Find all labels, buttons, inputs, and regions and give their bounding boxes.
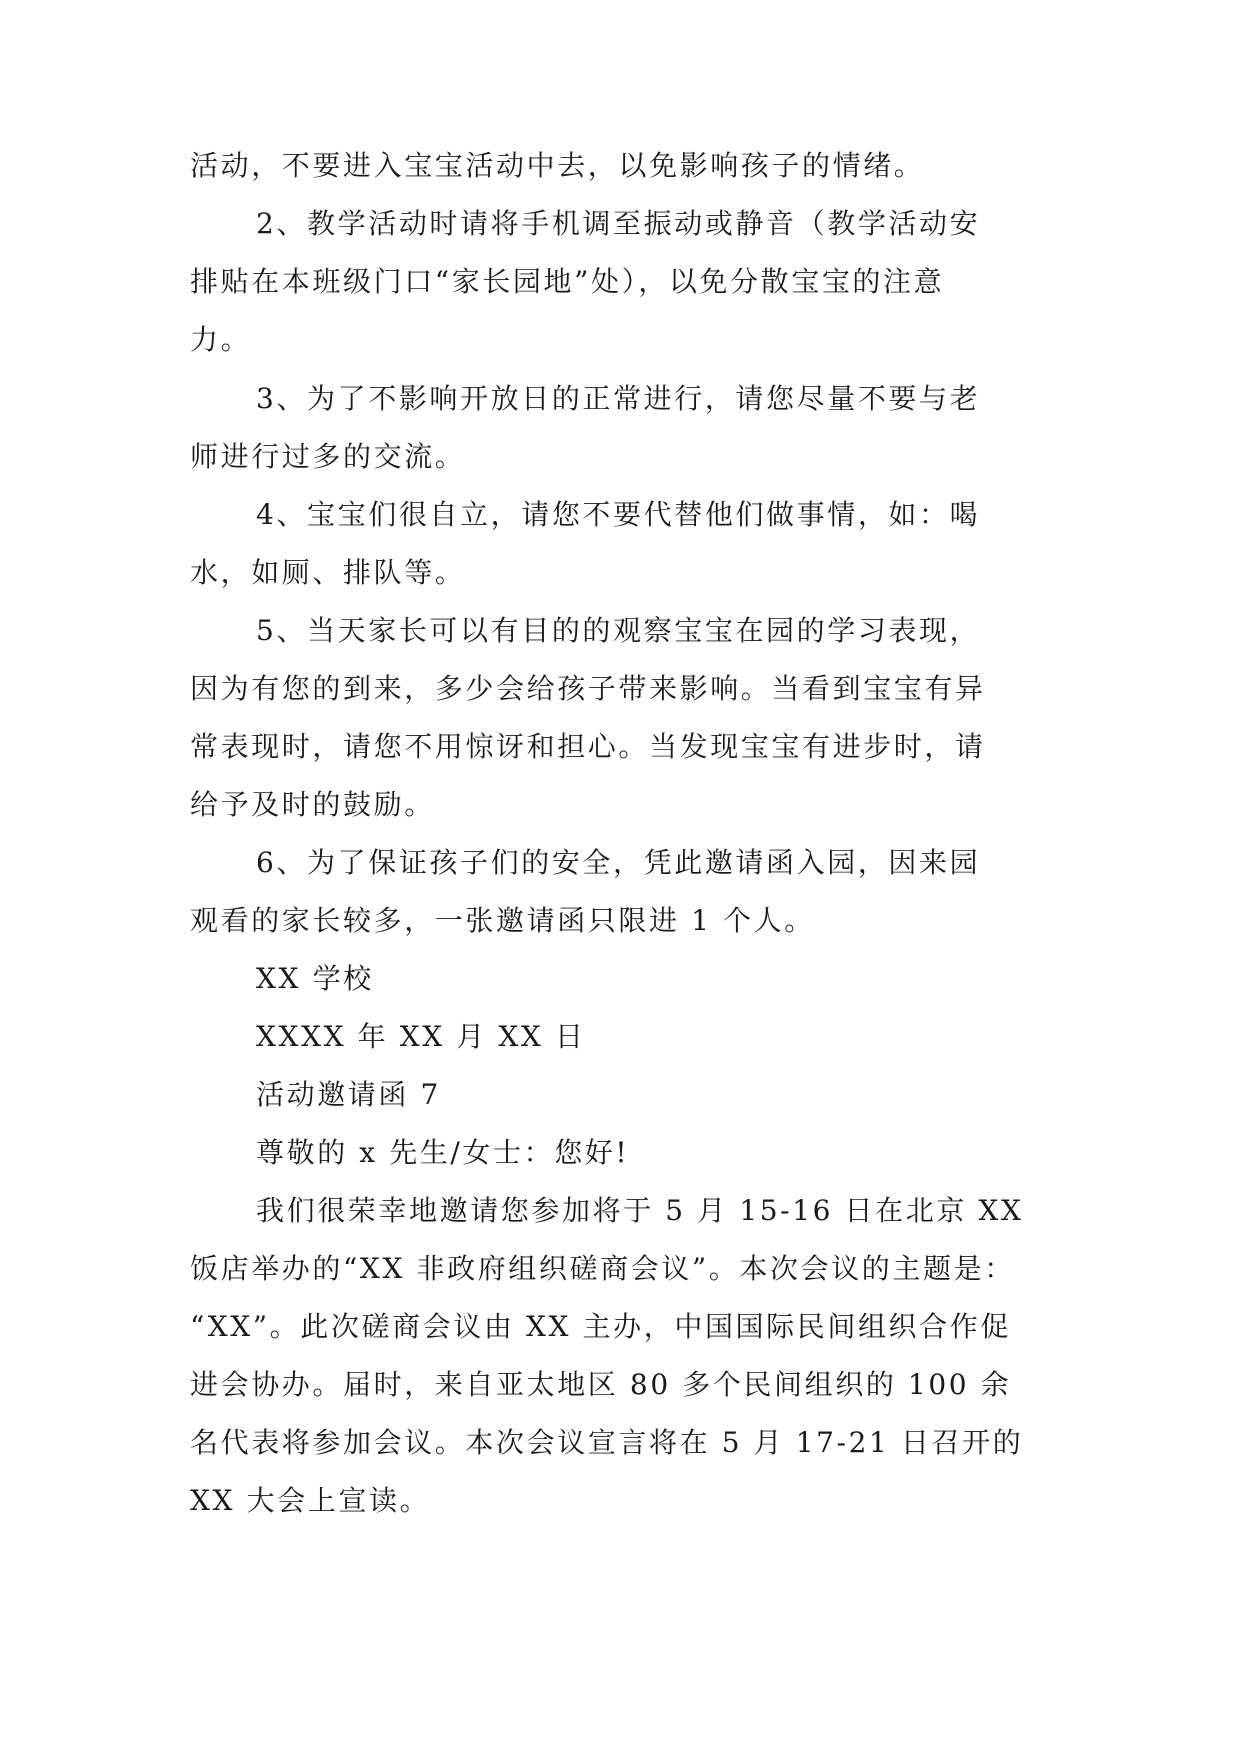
text-line: 常表现时，请您不用惊讶和担心。当发现宝宝有进步时，请 xyxy=(190,730,986,763)
text-line: 5、当天家长可以有目的的观察宝宝在园的学习表现， xyxy=(256,614,981,647)
text-line: 我们很荣幸地邀请您参加将于 5 月 15-16 日在北京 XX xyxy=(256,1194,1024,1227)
text-line: 活动，不要进入宝宝活动中去，以免影响孩子的情绪。 xyxy=(190,149,925,182)
text-line: 排贴在本班级门口“家长园地”处），以免分散宝宝的注意 xyxy=(190,265,945,298)
text-line: “XX”。此次磋商会议由 XX 主办，中国国际民间组织合作促 xyxy=(190,1310,1011,1343)
text-line: 饭店举办的“XX 非政府组织磋商会议”。本次会议的主题是： xyxy=(190,1252,1015,1285)
text-line: 3、为了不影响开放日的正常进行，请您尽量不要与老 xyxy=(256,382,981,415)
signature-date: XXXX 年 XX 月 XX 日 xyxy=(256,1020,586,1053)
text-line: 进会协办。届时，来自亚太地区 80 多个民间组织的 100 余 xyxy=(190,1368,1012,1401)
text-line: 师进行过多的交流。 xyxy=(190,440,466,473)
text-line: 力。 xyxy=(190,323,252,356)
text-line: 4、宝宝们很自立，请您不要代替他们做事情，如：喝 xyxy=(256,498,981,531)
signature-school: XX 学校 xyxy=(256,962,374,995)
text-line: 名代表将参加会议。本次会议宣言将在 5 月 17-21 日召开的 xyxy=(190,1426,1024,1459)
text-line: 2、教学活动时请将手机调至振动或静音（教学活动安 xyxy=(256,207,981,240)
text-line: XX 大会上宣读。 xyxy=(190,1484,431,1517)
section-title: 活动邀请函 7 xyxy=(256,1078,441,1111)
text-line: 给予及时的鼓励。 xyxy=(190,788,435,821)
text-line: 观看的家长较多，一张邀请函只限进 1 个人。 xyxy=(190,904,815,937)
salutation: 尊敬的 x 先生/女士：您好! xyxy=(256,1136,630,1169)
text-line: 因为有您的到来，多少会给孩子带来影响。当看到宝宝有异 xyxy=(190,672,986,705)
text-line: 6、为了保证孩子们的安全，凭此邀请函入园，因来园 xyxy=(256,846,981,879)
text-line: 水，如厕、排队等。 xyxy=(190,556,466,589)
